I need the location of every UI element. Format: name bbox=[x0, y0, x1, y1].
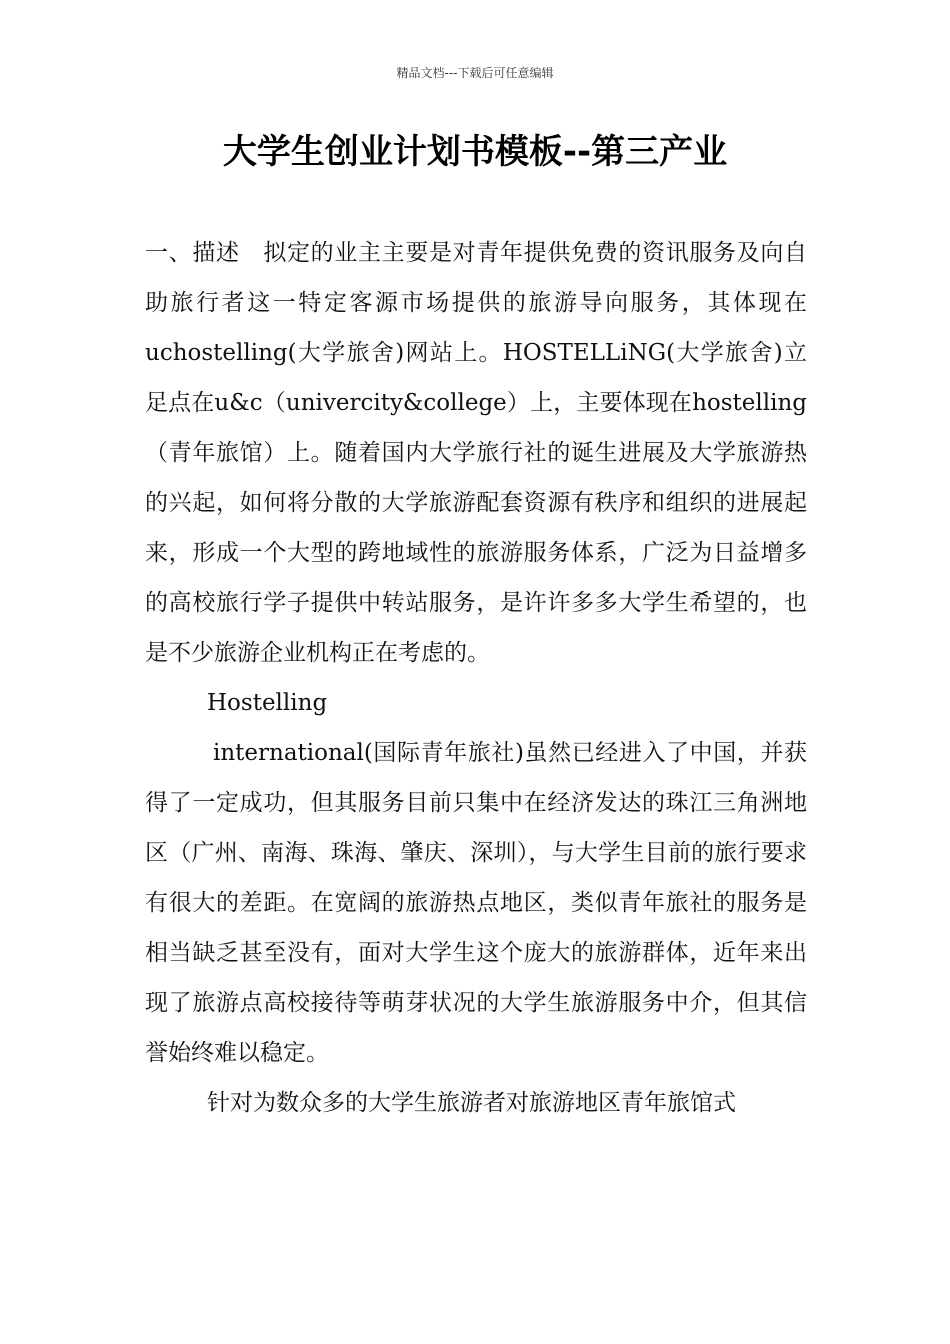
paragraph-target: 针对为数众多的大学生旅游者对旅游地区青年旅馆式 bbox=[207, 1090, 736, 1116]
document-title: 大学生创业计划书模板--第三产业 bbox=[222, 132, 728, 172]
paragraph-international: international(国际青年旅社)虽然已经进入了中国，并获得了一定成功，但其服务目前只集中在经济发达的珠江三角洲地区（广州、南海、珠海、肇庆、深圳），与大学生目前的旅行要求有很大的差距。在宽阔的旅游热点地区，类似青年旅社的服务是相当缺乏甚至没有，面对大学生这个庞大的旅游群体，近年来出现了旅游点高校接待等萌芽状况的大学生旅游服务中介，但其信誉始终难以稳定。 bbox=[145, 740, 807, 1066]
paragraph-hostelling: Hostelling bbox=[207, 690, 328, 716]
header-note: 精品文档---下载后可任意编辑 bbox=[396, 66, 554, 80]
paragraph-description: 一、描述 拟定的业主主要是对青年提供免费的资讯服务及向自助旅行者这一特定客源市场提供的旅游导向服务，其体现在uchostelling(大学旅舍)网站上。HOSTELLiNG(大学旅舍)立足点在u&c（univercity&college）上，主要体现在hostelling（青年旅馆）上。随着国内大学旅行社的诞生进展及大学旅游热的兴起，如何将分散的大学旅游配套资源有秩序和组织的进展起来，形成一个大型的跨地域性的旅游服务体系，广泛为日益增多的高校旅行学子提供中转站服务，是许许多多大学生希望的，也是不少旅游企业机构正在考虑的。 bbox=[145, 240, 807, 666]
document-body bbox=[145, 228, 807, 1128]
